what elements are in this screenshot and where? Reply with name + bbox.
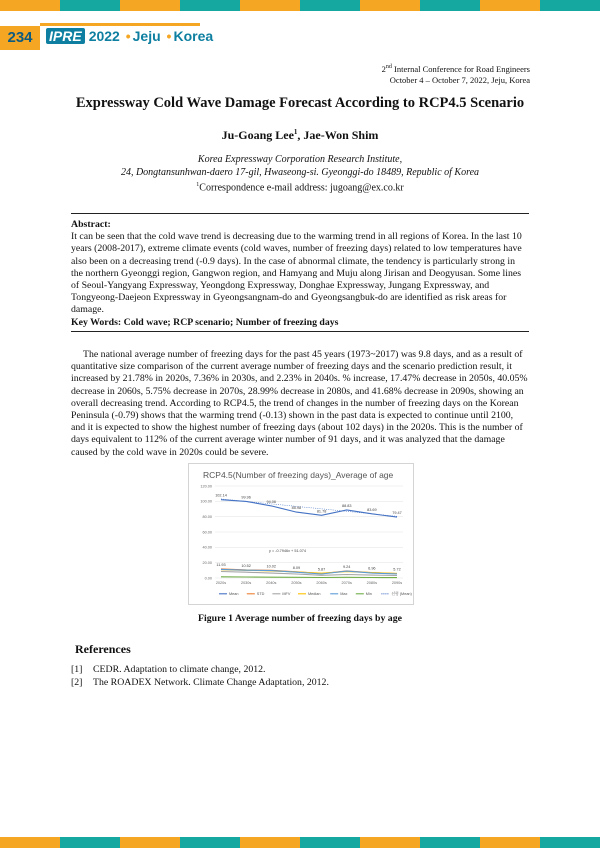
line-chart <box>189 464 413 604</box>
affiliation-line: Korea Expressway Corporation Research Institute, <box>197 154 403 165</box>
conference-dates: October 4 – October 7, 2022, Jeju, Korea <box>389 74 530 85</box>
data-label: 81.78 <box>316 509 327 514</box>
legend-label: Min <box>365 592 372 596</box>
x-tick-label: 2020s <box>215 581 227 585</box>
author-name: , Jae-Won Shim <box>297 128 379 142</box>
legend-label: STD <box>256 592 265 596</box>
y-tick-label: 0.00 <box>204 576 212 581</box>
bar-segment <box>360 0 420 11</box>
bullet-icon: • <box>125 28 131 44</box>
divider <box>71 213 529 214</box>
conference-logo <box>46 28 213 44</box>
data-label: 9.24 <box>343 564 351 569</box>
data-label: 85.98 <box>291 506 302 511</box>
data-label: 6.96 <box>368 566 376 571</box>
bar-segment <box>240 837 300 848</box>
abstract-heading: Abstract: <box>71 219 111 230</box>
legend-label: Max <box>340 592 348 596</box>
page-number: 234 <box>0 26 40 50</box>
conference-name: 2nd Internal Conference for Road Engineers <box>381 63 530 74</box>
y-tick-label: 80.00 <box>202 514 212 519</box>
data-label: 10.52 <box>241 563 251 568</box>
data-label: 11.93 <box>216 562 226 567</box>
data-label: 94.06 <box>266 499 277 504</box>
data-label: 88.83 <box>341 503 352 508</box>
x-tick-label: 2070s <box>341 581 352 585</box>
correspondence: $^1$Correspondence e-mail address: jugoang@ex.co.kr <box>196 182 404 194</box>
bar-segment <box>480 837 540 848</box>
x-tick-label: 2050s <box>291 581 302 585</box>
bar-segment <box>0 837 60 848</box>
x-tick-label: 2090s <box>391 581 403 585</box>
reference-item: [1] CEDR. Adaptation to climate change, 2012. <box>71 664 266 675</box>
logo-mark: IPRE <box>46 28 85 44</box>
bar-segment <box>60 0 120 11</box>
y-tick-label: 20.00 <box>202 560 212 565</box>
legend-label: Mean <box>229 592 239 596</box>
logo-city: Jeju <box>132 28 161 44</box>
reference-item: [2] The ROADEX Network. Climate Change Adaptation, 2012. <box>71 677 329 688</box>
data-label: 5.72 <box>393 567 401 572</box>
legend-label: 선형 (Mean) <box>391 592 412 596</box>
data-label: 5.87 <box>317 567 326 572</box>
bar-segment <box>480 0 540 11</box>
figure-caption: Figure 1 Average number of freezing days by age <box>198 613 402 624</box>
bar-segment <box>540 0 600 11</box>
bar-segment <box>60 837 120 848</box>
data-label: 8.09 <box>292 565 301 570</box>
legend-label: MFV <box>282 592 291 596</box>
divider <box>71 331 529 332</box>
references-heading: References <box>75 642 131 656</box>
data-label: 83.69 <box>367 507 377 512</box>
data-label: 99.96 <box>241 495 251 500</box>
affiliation <box>0 154 600 195</box>
bar-segment <box>0 0 60 11</box>
body-paragraph: The national average number of freezing days for the past 45 years (1973~2017) was 9.8 days, and as a result of quantitative size comparison of the current average number of freezing days and the scenario prediction result, it increased by 21.78% in 2020s, 7.36% in 2030s, and 2.23% in 2040s. % increase, 17.47% decrease in 2050s, 40.05% decrease in 2060s, 5.75% decrease in 2070s, 28.99% decrease in 2080s, and 41.68% decrease in 2090s, showing an overall decreasing trend. According to RCP4.5, the trend of changes in the number of freezing days on the Korean Peninsula (-0.79) shows that the warming trend (-0.13) shown in the past data is expected to continue until 2100, and it is expected to show the highest number of freezing days (about 102 days) in the 2020s. This is the number of days equivalent to 112% of the current average winter number of 91 days, and it was analyzed that the damage caused by the cold wave in 2020s could be severe. <box>71 349 528 458</box>
bar-segment <box>240 0 300 11</box>
x-tick-label: 2060s <box>316 581 327 585</box>
logo-country: Korea <box>173 28 214 44</box>
paper-title: Expressway Cold Wave Damage Forecast According to RCP4.5 Scenario <box>75 95 525 111</box>
chart-title: RCP4.5(Number of freezing days)_Average of age <box>203 470 394 480</box>
x-tick-label: 2040s <box>266 581 277 585</box>
y-tick-label: 40.00 <box>202 545 212 550</box>
bar-segment <box>180 0 240 11</box>
bar-segment <box>420 837 480 848</box>
bar-segment <box>120 837 180 848</box>
data-label: 102.14 <box>215 493 227 498</box>
bar-segment <box>420 0 480 11</box>
y-tick-label: 60.00 <box>202 530 212 535</box>
affiliation-line: 24, Dongtansunhwan-daero 17-gil, Hwaseong-si. Gyeonggi-do 18489, Republic of Korea <box>120 166 480 178</box>
bar-segment <box>540 837 600 848</box>
bar-segment <box>300 0 360 11</box>
bar-segment <box>120 0 180 11</box>
paper-authors: Ju-Goang Lee$^1$, Jae-Won Shim <box>221 128 379 142</box>
x-tick-label: 2080s <box>366 581 378 585</box>
legend-label: Median <box>308 592 321 596</box>
y-tick-label: 120.00 <box>200 484 212 489</box>
bar-segment <box>180 837 240 848</box>
abstract <box>71 219 529 329</box>
data-label: 10.02 <box>266 564 277 569</box>
bar-segment <box>300 837 360 848</box>
logo-year: 2022 <box>88 28 120 44</box>
author-name: Ju-Goang Lee <box>221 128 294 142</box>
trendline-equation: y = -0.7946x + 51.074 <box>269 549 306 553</box>
bottom-color-bar <box>0 837 600 848</box>
y-tick-label: 100.00 <box>200 499 212 504</box>
logo-rule <box>40 23 200 26</box>
figure-chart <box>188 463 414 605</box>
bullet-icon: • <box>166 28 172 44</box>
x-tick-label: 2030s <box>240 581 252 585</box>
conference-info <box>382 62 530 86</box>
top-color-bar <box>0 0 600 11</box>
series-line-min <box>221 577 397 578</box>
bar-segment <box>360 837 420 848</box>
data-label: 79.47 <box>392 511 402 516</box>
abstract-text: It can be seen that the cold wave trend is decreasing due to the warming trend in all regions of Korea. In the last 10 years (2008-2017), extreme climate events (cold waves, number of freezing days) related to low temperatures have also been on a decreasing trend (-0.9 days). In the case of abnormal climate, the tendency is particularly strong in the northern Gyeonggi region, Gangwon region, and Hamyang and Muju along Jirisan and Deogyusan. Some lines of Seoul-Yangyang Expressway, Yeongdong Expressway, Donghae Expressway, Jungang Expressway, and Tongyeong-Daejeon Expressway in Gyeongsangnam-do and Gyeongsangbuk-do are identified as risk areas for damage. <box>71 231 522 316</box>
references-list <box>71 663 329 689</box>
keywords: Key Words: Cold wave; RCP scenario; Number of freezing days <box>71 316 339 328</box>
